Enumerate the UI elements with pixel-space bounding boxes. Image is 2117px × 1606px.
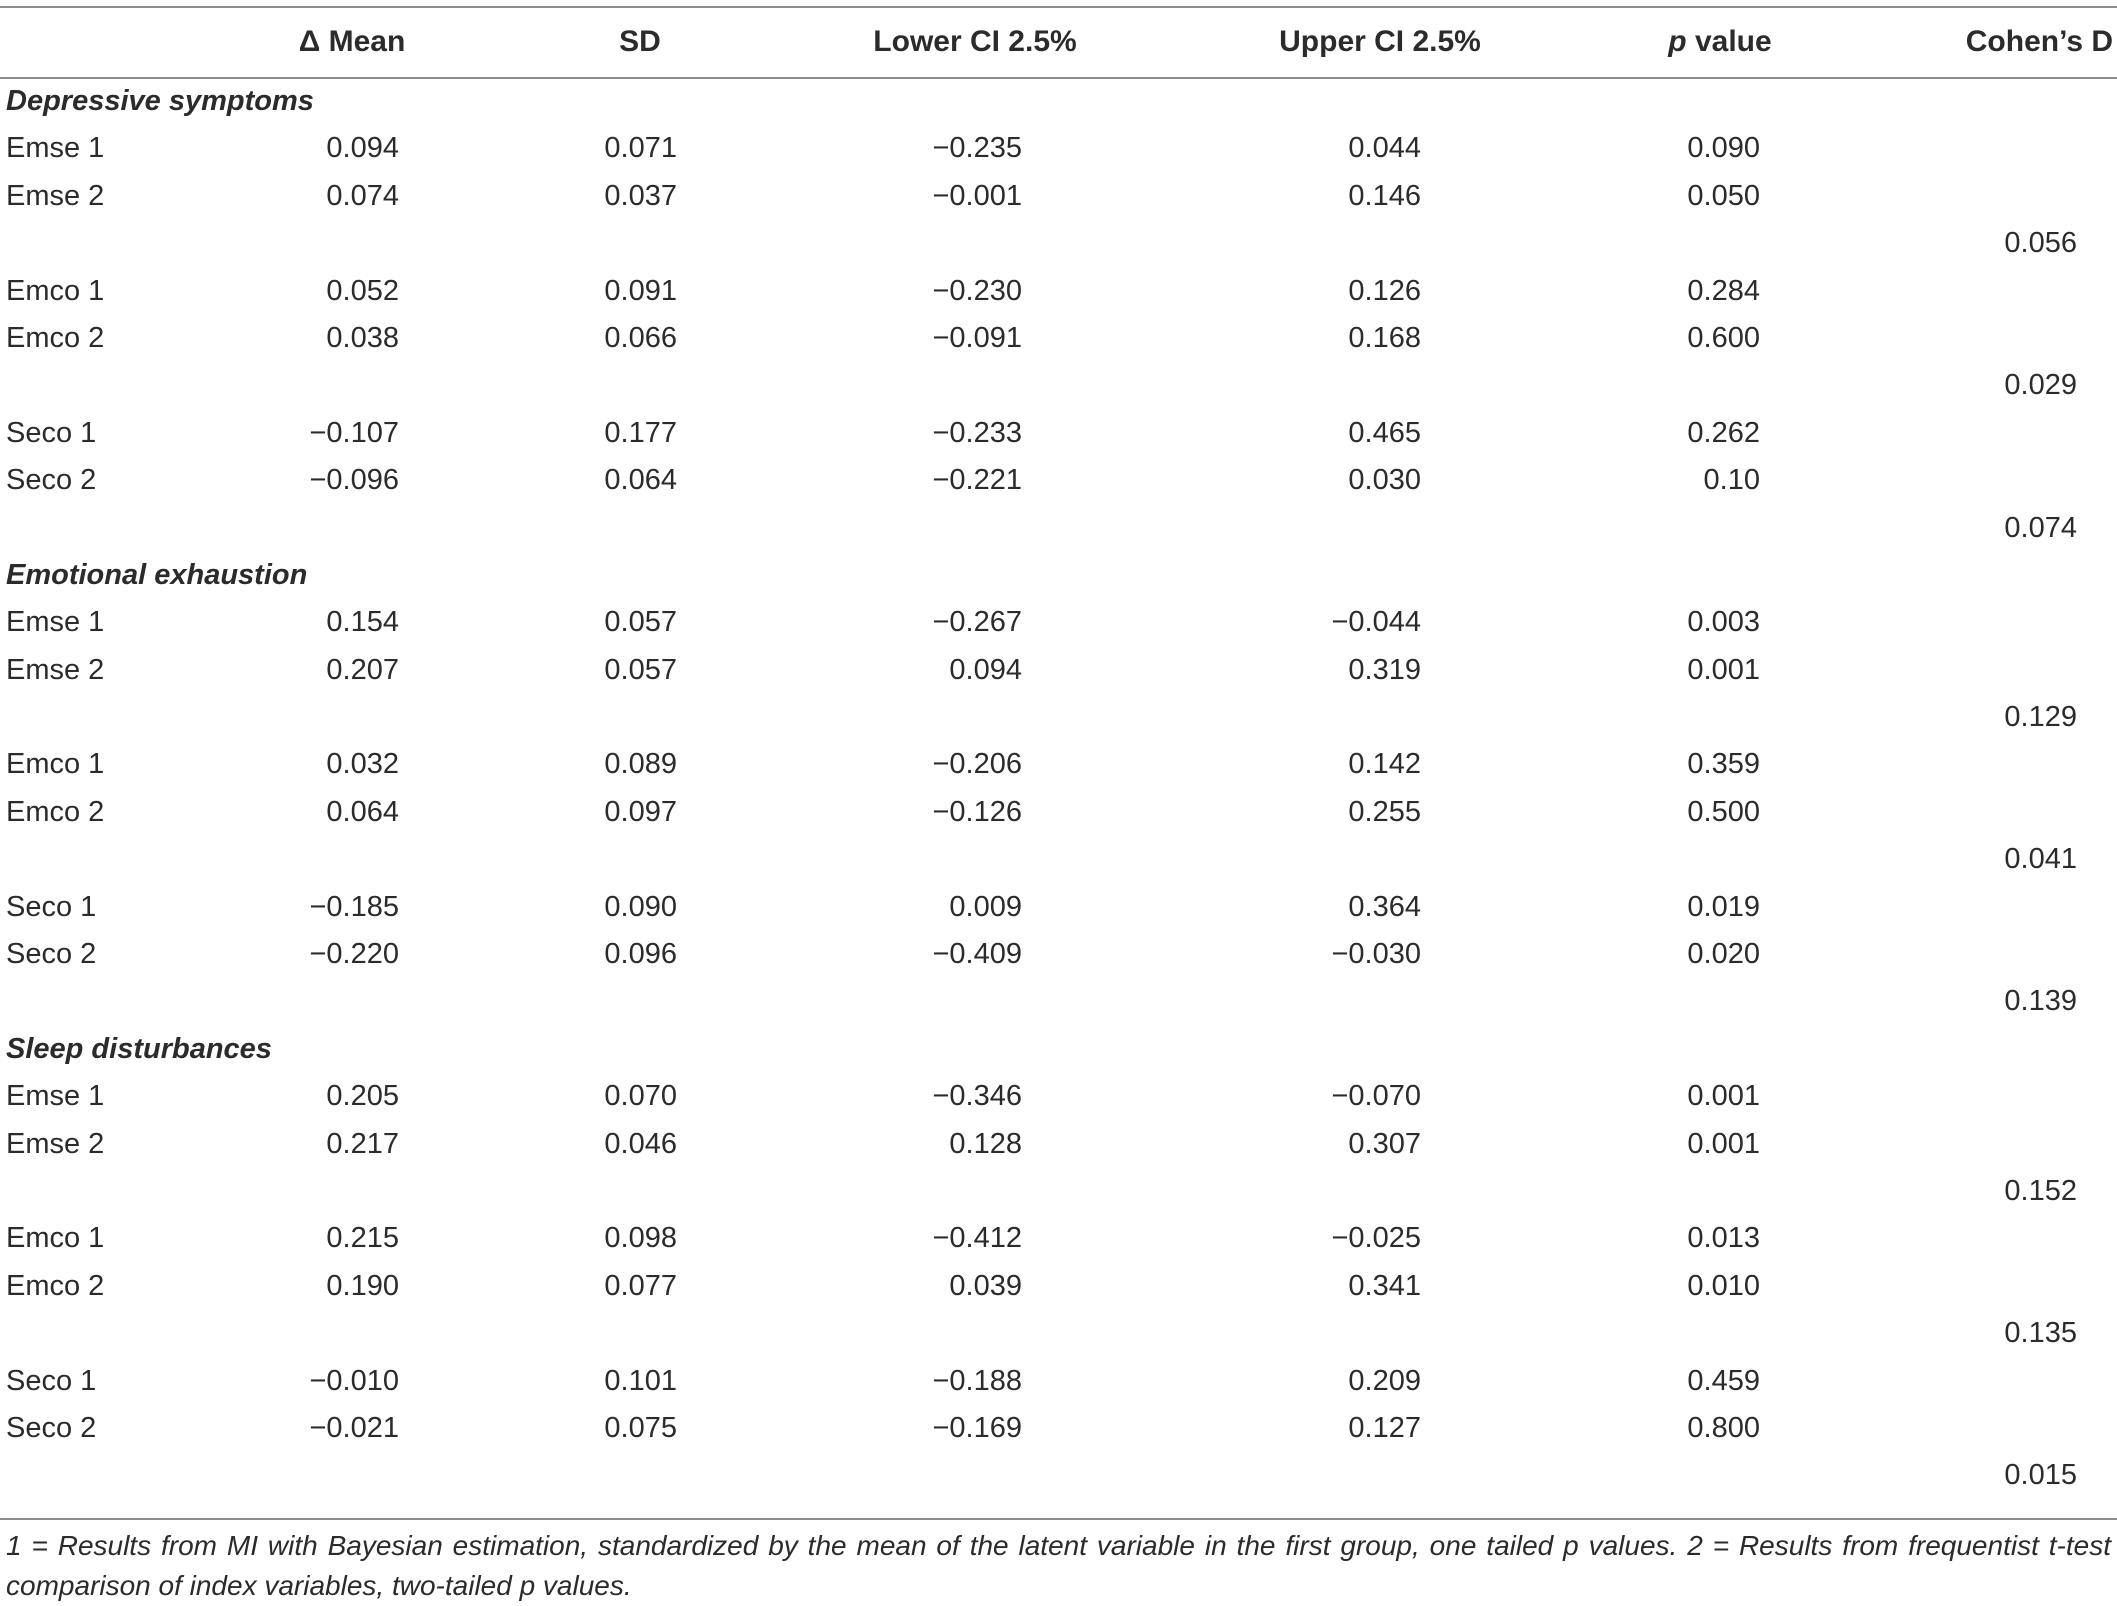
cell-lower-ci: −0.346 [932, 1080, 1022, 1113]
cell-delta-mean: 0.038 [326, 321, 399, 354]
cell-delta-mean: −0.096 [309, 464, 399, 497]
table-body [0, 78, 2117, 1500]
row-label: Emse 2 [6, 179, 105, 212]
cell-upper-ci: 0.209 [1348, 1364, 1421, 1397]
cell-cohens-d: 0.135 [2004, 1317, 2077, 1350]
cell-cohens-d: 0.152 [2004, 1174, 2077, 1207]
section-row [0, 78, 2117, 125]
cell-sd: 0.089 [604, 748, 677, 781]
cell-lower-ci: 0.009 [949, 890, 1022, 923]
cohens-d-row [0, 1310, 2117, 1357]
cell-lower-ci: −0.126 [932, 795, 1022, 828]
cell-sd: 0.091 [604, 274, 677, 307]
table-row [0, 410, 2117, 457]
cell-sd: 0.057 [604, 606, 677, 639]
cell-upper-ci: 0.044 [1348, 132, 1421, 165]
table-row [0, 931, 2117, 978]
table-row [0, 1358, 2117, 1405]
table-row [0, 173, 2117, 220]
cell-cohens-d: 0.015 [2004, 1459, 2077, 1492]
cell-upper-ci: −0.025 [1331, 1222, 1421, 1255]
row-label: Emco 2 [6, 1269, 105, 1302]
table-row [0, 1405, 2117, 1452]
cell-lower-ci: −0.169 [932, 1411, 1022, 1444]
cell-p-value: 0.359 [1687, 748, 1760, 781]
row-label: Emco 1 [6, 274, 105, 307]
cell-upper-ci: −0.030 [1331, 938, 1421, 971]
cell-upper-ci: 0.030 [1348, 464, 1421, 497]
table-row [0, 125, 2117, 172]
row-label: Emse 1 [6, 1080, 105, 1113]
section-title: Sleep disturbances [6, 1032, 272, 1065]
cohens-d-row [0, 978, 2117, 1025]
cell-sd: 0.098 [604, 1222, 677, 1255]
cell-lower-ci: −0.091 [932, 321, 1022, 354]
row-label: Seco 1 [6, 890, 97, 923]
table-row [0, 1263, 2117, 1310]
cell-sd: 0.077 [604, 1269, 677, 1302]
cell-p-value: 0.10 [1703, 464, 1760, 497]
cell-sd: 0.037 [604, 179, 677, 212]
table-row [0, 1073, 2117, 1120]
cell-delta-mean: −0.021 [309, 1411, 399, 1444]
cell-delta-mean: 0.064 [326, 795, 399, 828]
cell-p-value: 0.013 [1687, 1222, 1760, 1255]
cell-delta-mean: 0.205 [326, 1080, 399, 1113]
cell-p-value: 0.020 [1687, 938, 1760, 971]
cell-delta-mean: −0.010 [309, 1364, 399, 1397]
cell-sd: 0.097 [604, 795, 677, 828]
cohens-d-row [0, 220, 2117, 267]
section-title: Emotional exhaustion [6, 558, 308, 591]
cell-upper-ci: 0.142 [1348, 748, 1421, 781]
row-label: Emse 1 [6, 606, 105, 639]
cell-p-value: 0.600 [1687, 321, 1760, 354]
cell-lower-ci: 0.039 [949, 1269, 1022, 1302]
cell-p-value: 0.010 [1687, 1269, 1760, 1302]
cell-upper-ci: 0.307 [1348, 1127, 1421, 1160]
cell-lower-ci: −0.188 [932, 1364, 1022, 1397]
cell-sd: 0.070 [604, 1080, 677, 1113]
bottom-rule [0, 1518, 2117, 1520]
cell-sd: 0.101 [604, 1364, 677, 1397]
table-row [0, 268, 2117, 315]
table-header [0, 6, 2117, 77]
cohens-d-row [0, 836, 2117, 883]
cell-sd: 0.066 [604, 321, 677, 354]
cell-delta-mean: −0.185 [309, 890, 399, 923]
cell-upper-ci: 0.364 [1348, 890, 1421, 923]
cell-delta-mean: 0.190 [326, 1269, 399, 1302]
section-title: Depressive symptoms [6, 85, 314, 117]
header-mean: Δ Mean [298, 25, 406, 58]
cohens-d-row [0, 1168, 2117, 1215]
row-label: Emse 2 [6, 653, 105, 686]
cell-delta-mean: −0.220 [309, 938, 399, 971]
cell-upper-ci: 0.168 [1348, 321, 1421, 354]
row-label: Emco 1 [6, 748, 105, 781]
cell-upper-ci: 0.465 [1348, 416, 1421, 449]
cell-upper-ci: 0.255 [1348, 795, 1421, 828]
cell-sd: 0.090 [604, 890, 677, 923]
cell-delta-mean: 0.074 [326, 179, 399, 212]
cell-p-value: 0.262 [1687, 416, 1760, 449]
row-label: Emse 1 [6, 132, 105, 165]
cell-cohens-d: 0.056 [2004, 227, 2077, 260]
cell-upper-ci: 0.341 [1348, 1269, 1421, 1302]
cell-p-value: 0.001 [1687, 1080, 1760, 1113]
cell-p-value: 0.019 [1687, 890, 1760, 923]
cell-sd: 0.075 [604, 1411, 677, 1444]
row-label: Emco 2 [6, 795, 105, 828]
cell-p-value: 0.050 [1687, 179, 1760, 212]
table-row [0, 1121, 2117, 1168]
cell-p-value: 0.500 [1687, 795, 1760, 828]
cell-cohens-d: 0.129 [2004, 701, 2077, 734]
cell-lower-ci: −0.409 [932, 938, 1022, 971]
cell-p-value: 0.001 [1687, 653, 1760, 686]
table-footnote: 1 = Results from MI with Bayesian estimation, standardized by the mean of the latent variable in the first group, one tailed p values. 2 = Results from frequentist t-test comparison of index variables, two-tailed p values. [6, 1530, 2111, 1601]
cell-cohens-d: 0.074 [2004, 511, 2077, 544]
table-row [0, 315, 2117, 362]
cell-sd: 0.046 [604, 1127, 677, 1160]
cell-cohens-d: 0.041 [2004, 843, 2077, 876]
cell-delta-mean: 0.094 [326, 132, 399, 165]
cell-cohens-d: 0.139 [2004, 985, 2077, 1018]
table-row [0, 599, 2117, 646]
cohens-d-row [0, 505, 2117, 552]
section-row [0, 552, 2117, 599]
row-label: Seco 1 [6, 1364, 97, 1397]
section-row [0, 1026, 2117, 1073]
header-cohens-d: Cohen’s D [1965, 25, 2113, 58]
cell-sd: 0.096 [604, 938, 677, 971]
cell-lower-ci: −0.230 [932, 274, 1022, 307]
table-row [0, 647, 2117, 694]
cell-sd: 0.064 [604, 464, 677, 497]
cell-delta-mean: 0.154 [326, 606, 399, 639]
row-label: Emco 2 [6, 321, 105, 354]
cell-delta-mean: 0.052 [326, 274, 399, 307]
cell-lower-ci: −0.221 [932, 464, 1022, 497]
row-label: Seco 2 [6, 1411, 97, 1444]
cell-delta-mean: −0.107 [309, 416, 399, 449]
cell-lower-ci: −0.267 [932, 606, 1022, 639]
cell-lower-ci: 0.094 [949, 653, 1022, 686]
cell-delta-mean: 0.215 [326, 1222, 399, 1255]
row-label: Seco 2 [6, 938, 97, 971]
cell-p-value: 0.001 [1687, 1127, 1760, 1160]
cell-upper-ci: −0.070 [1331, 1080, 1421, 1113]
row-label: Seco 1 [6, 416, 97, 449]
cell-lower-ci: −0.001 [932, 179, 1022, 212]
cell-lower-ci: −0.233 [932, 416, 1022, 449]
cell-upper-ci: 0.319 [1348, 653, 1421, 686]
table-row [0, 457, 2117, 504]
cohens-d-row [0, 694, 2117, 741]
cell-p-value: 0.003 [1687, 606, 1760, 639]
cell-lower-ci: −0.235 [932, 132, 1022, 165]
cell-upper-ci: 0.127 [1348, 1411, 1421, 1444]
cell-delta-mean: 0.207 [326, 653, 399, 686]
cohens-d-row [0, 362, 2117, 409]
header-lower-ci: Lower CI 2.5% [873, 25, 1077, 58]
header-p-value [1650, 24, 1790, 60]
table-row [0, 789, 2117, 836]
header-p-rest: value [1686, 25, 1772, 58]
cell-sd: 0.177 [604, 416, 677, 449]
row-label: Emse 2 [6, 1127, 105, 1160]
cell-lower-ci: 0.128 [949, 1127, 1022, 1160]
cell-p-value: 0.459 [1687, 1364, 1760, 1397]
cell-sd: 0.071 [604, 132, 677, 165]
cell-p-value: 0.800 [1687, 1411, 1760, 1444]
table-row [0, 884, 2117, 931]
cell-upper-ci: 0.126 [1348, 274, 1421, 307]
cell-sd: 0.057 [604, 653, 677, 686]
header-sd: SD [619, 25, 661, 58]
header-p-italic: p [1668, 25, 1687, 58]
cell-lower-ci: −0.412 [932, 1222, 1022, 1255]
cell-delta-mean: 0.217 [326, 1127, 399, 1160]
cell-delta-mean: 0.032 [326, 748, 399, 781]
cell-upper-ci: 0.146 [1348, 179, 1421, 212]
cell-p-value: 0.090 [1687, 132, 1760, 165]
cell-p-value: 0.284 [1687, 274, 1760, 307]
cell-upper-ci: −0.044 [1331, 606, 1421, 639]
table-row [0, 1215, 2117, 1262]
table-row [0, 741, 2117, 788]
row-label: Emco 1 [6, 1222, 105, 1255]
header-upper-ci: Upper CI 2.5% [1279, 25, 1481, 58]
cohens-d-row [0, 1452, 2117, 1499]
cell-lower-ci: −0.206 [932, 748, 1022, 781]
row-label: Seco 2 [6, 464, 97, 497]
cell-cohens-d: 0.029 [2004, 369, 2077, 402]
